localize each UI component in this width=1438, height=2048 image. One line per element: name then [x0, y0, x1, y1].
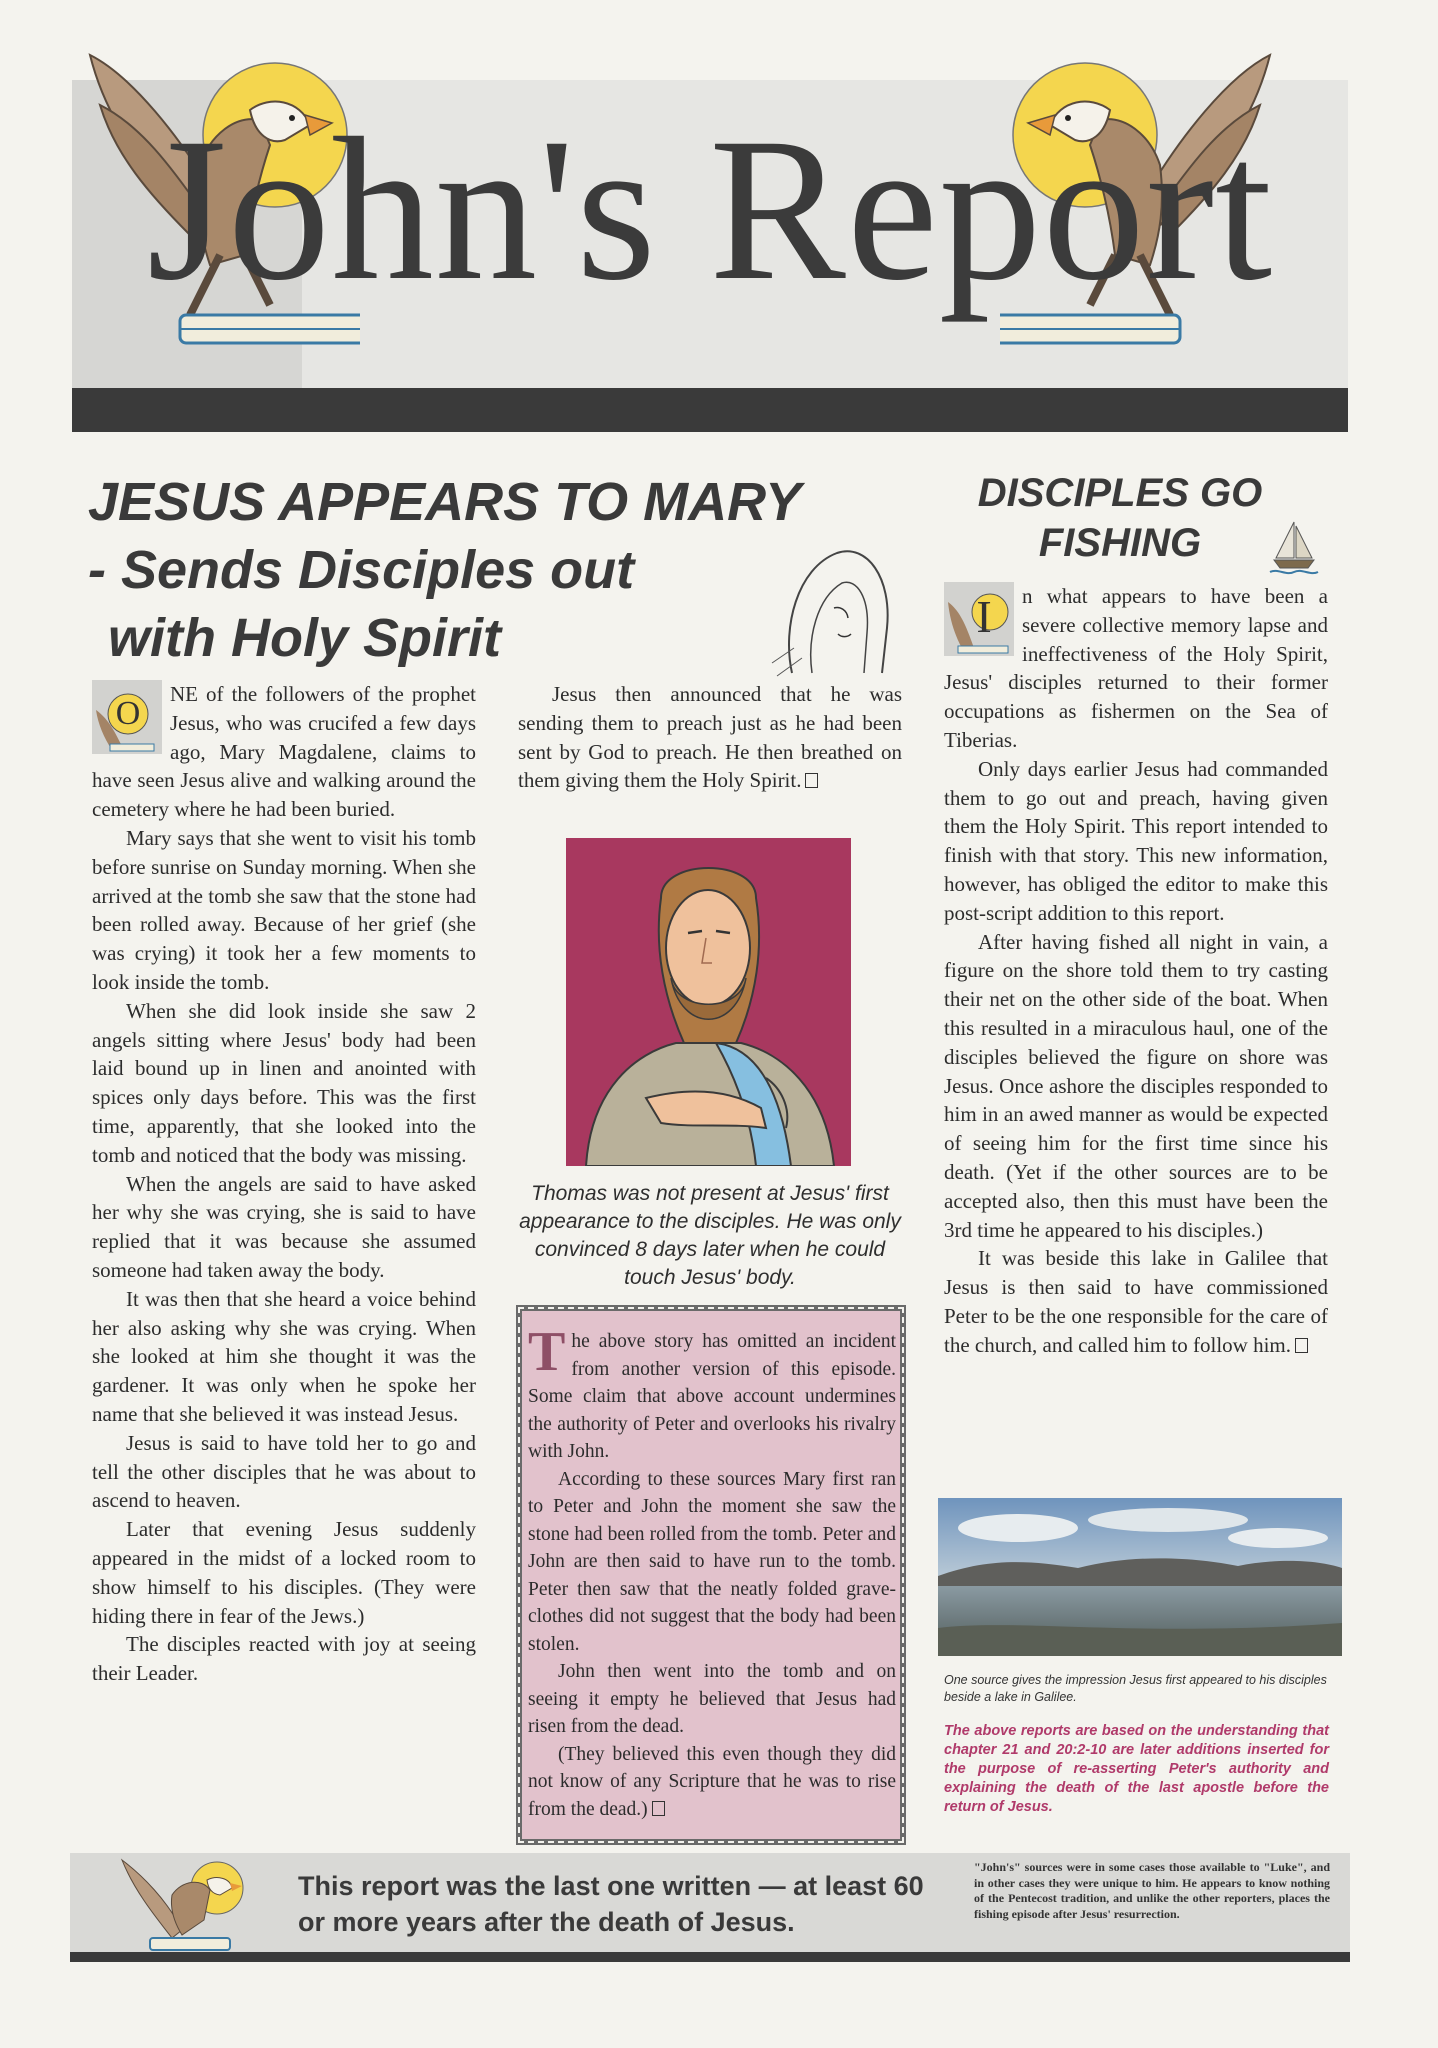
main-story-paragraph: When the angels are said to have asked her why she was crying, she is said to have replied that it was because she assumed someone had taken away the body. — [92, 1171, 476, 1282]
sidebox-paragraph — [528, 1741, 896, 1824]
main-headline-line2: - Sends Disciples out — [88, 540, 635, 600]
side-story-paragraph: n what appears to have been a severe collective memory lapse and ineffectiveness of the Holy Spirit, Jesus' disciples returned to their former occupations as fishermen on the Sea of Tiberias. — [944, 584, 1328, 752]
masthead-title: John's Report — [146, 96, 1274, 323]
sidebox-text — [528, 1321, 896, 1823]
svg-text:O: O — [115, 695, 141, 732]
masthead-bar — [72, 388, 1348, 432]
sidebox-dropcap: T — [528, 1321, 566, 1383]
main-headline-line3: with Holy Spirit — [108, 608, 502, 668]
svg-text:I: I — [976, 591, 992, 642]
main-headline-line1: JESUS APPEARS TO MARY — [88, 472, 802, 532]
end-mark-icon — [652, 1801, 665, 1816]
sailboat-icon — [1268, 518, 1320, 576]
main-story-paragraph: The disciples reacted with joy at seeing their Leader. — [92, 1632, 476, 1686]
side-headline-line2: FISHING — [1038, 521, 1202, 565]
dropcap-O-emblem-icon — [92, 680, 162, 754]
main-story-paragraph — [518, 680, 902, 795]
footer-bar — [70, 1952, 1350, 1962]
main-story-text: Jesus then announced that he was sending them to preach just as he had been sent by God to preach. He then breathed on them giving them the Holy Spirit. — [518, 682, 902, 793]
footer-note: "John's" sources were in some cases those available to "Luke", and in other cases they were unique to him. He appears to know nothing of the Pentecost tradition, and unlike the other reporters, places the fishing episode after Jesus' resurrection. — [974, 1860, 1330, 1921]
main-story-paragraph: Later that evening Jesus suddenly appeared in the midst of a locked room to show himself to his disciples. (They were hiding there in fear of the Jews.) — [92, 1517, 476, 1628]
side-story-paragraph: Only days earlier Jesus had commanded them to go out and preach, having given them the Holy Spirit. This report intended to finish with that story. This new information, however, has obliged the editor to make this post-script addition to this report. — [944, 756, 1328, 925]
sidebox-paragraph: John then went into the tomb and on seeing it empty he believed that Jesus had risen from the dead. — [528, 1661, 896, 1737]
main-story-column2 — [518, 680, 902, 795]
end-mark-icon — [1295, 1338, 1308, 1353]
picture-caption: Thomas was not present at Jesus' first appearance to the disciples. He was only convinced 8 days later when he could touch Jesus' body. — [519, 1182, 901, 1289]
sidebox-paragraph: he above story has omitted an incident from another version of this episode. Some claim that above account undermines the authority of Peter and overlooks his rivalry with John. — [528, 1331, 896, 1462]
main-story-paragraph: NE of the followers of the prophet Jesus, who was crucifed a few days ago, Mary Magdalene, claims to have seen Jesus alive and walking around the cemetery where he had been buried. — [92, 682, 476, 822]
lake-photo — [938, 1498, 1342, 1656]
main-story-paragraph: It was then that she heard a voice behind her also asking why she was crying. When she looked at him she thought it was the gardener. It was only when he spoke her name that she believed it was instead Jesus. — [92, 1286, 476, 1426]
main-story-column1 — [92, 680, 476, 1688]
side-story-paragraph — [944, 1244, 1328, 1359]
mary-sketch-icon — [752, 538, 900, 678]
lake-galilee-image-icon — [938, 1498, 1342, 1656]
side-story-paragraph: After having fished all night in vain, a figure on the shore told them to try casting their net on the other side of the boat. When this resulted in a miraculous haul, one of the disciples believed the figure on shore was Jesus. Once ashore the disciples responded to him in an awed manner as would be expected of seeing him for the first time since his death. (Yet if the other sources are to be accepted also, then this must have been the 3rd time he appeared to his disciples.) — [944, 929, 1328, 1242]
editorial-note: The above reports are based on the understanding that chapter 21 and 20:2-10 are later additions inserted for the purpose of re-asserting Peter's authority and explaining the death of the last apostle before the return of Jesus. — [944, 1723, 1329, 1815]
side-headline — [940, 468, 1300, 568]
jesus-illustration-icon — [566, 838, 851, 1166]
main-story-paragraph: Jesus is said to have told her to go and tell the other disciples that he was about to ascend to heaven. — [92, 1430, 476, 1513]
main-story-paragraph: Mary says that she went to visit his tomb before sunrise on Sunday morning. When she arrived at the tomb she saw that the stone had been rolled away. Because of her grief (she was crying) it took her a few moments to look inside the tomb. — [92, 825, 476, 994]
lake-caption: One source gives the impression Jesus first appeared to his disciples beside a lake in Galilee. — [944, 1673, 1327, 1704]
jesus-picture — [566, 838, 851, 1166]
sidebox-paragraph: According to these sources Mary first ran to Peter and John the moment she saw the stone had been rolled from the tomb. Peter and John are then said to have run to the tomb. Peter then saw that the neatly folded grave-clothes did not suggest that the body had been stolen. — [528, 1468, 896, 1655]
footer-main-text: This report was the last one written — at least 60 or more years after the death of Jesus. — [298, 1871, 924, 1937]
sidebox-text-last: (They believed this even though they did not know of any Scripture that he was to rise from the dead.) — [528, 1743, 896, 1820]
side-story-text-last: It was beside this lake in Galilee that Jesus is then said to have commissioned Peter to be the one responsible for the care of the church, and called him to follow him. — [944, 1246, 1328, 1357]
dropcap-I-emblem-icon — [944, 582, 1014, 656]
main-story-paragraph: When she did look inside she saw 2 angels sitting where Jesus' body had been laid bound up in linen and anointed with spices only days before. This was the first time, apparently, that she looked into the tomb and noticed that the body was missing. — [92, 998, 476, 1167]
side-story-column — [944, 582, 1328, 1360]
footer-eagle-icon — [112, 1850, 262, 1955]
side-headline-line1: DISCIPLES GO — [977, 471, 1263, 515]
end-mark-icon — [805, 773, 818, 788]
